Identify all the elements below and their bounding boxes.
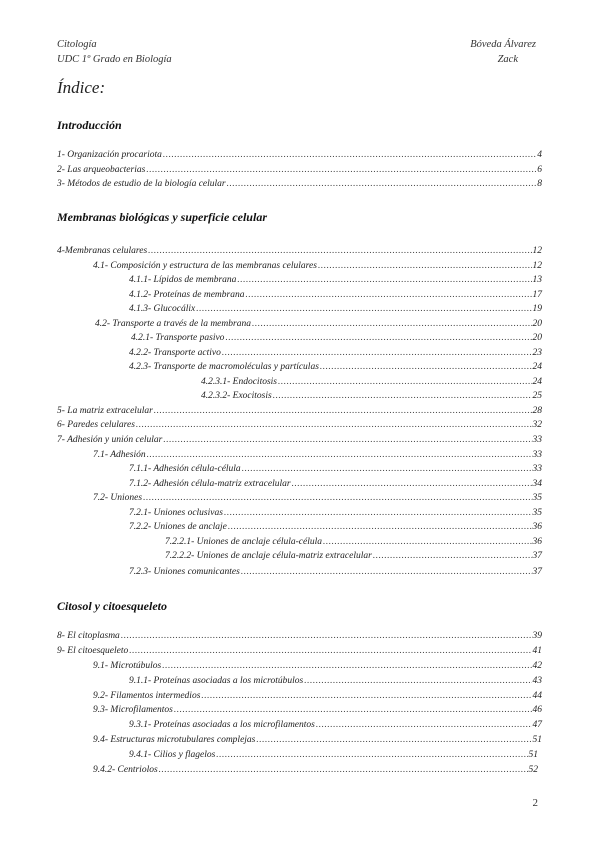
toc-entry-text: 7.2.2- Uniones de anclaje [129,522,227,532]
toc-dot-leader [241,566,532,579]
toc-entry[interactable] [57,645,542,658]
toc-dot-leader [143,492,531,505]
toc-entry-page: 44 [532,691,542,701]
toc-dot-leader [256,734,531,747]
toc-dot-leader [373,550,532,563]
toc-entry-page: 4 [537,150,542,160]
toc-entry[interactable] [129,361,542,374]
toc-entry-text: 4.1.2- Proteínas de membrana [129,290,245,300]
toc-entry-text: 4.2.3.1- Endocitosis [201,377,277,387]
header-author-name: Zack [497,54,518,65]
toc-entry-text: 7.1.2- Adhesión célula-matriz extracelular [129,479,291,489]
toc-entry-text: 9.4.1- Cilios y flagelos [129,750,216,760]
toc-dot-leader [129,645,531,658]
toc-entry-page: 25 [532,391,542,401]
toc-entry[interactable] [165,550,542,563]
toc-dot-leader [292,478,532,491]
toc-entry-page: 47 [532,720,542,730]
toc-dot-leader [320,361,532,374]
toc-entry-page: 39 [532,631,542,641]
toc-dot-leader [242,463,532,476]
toc-entry[interactable] [165,536,542,549]
toc-dot-leader [323,536,532,549]
toc-entry[interactable] [57,164,542,177]
toc-entry[interactable] [95,318,542,331]
toc-entry-text: 2- Las arqueobacterias [57,165,146,175]
toc-entry-text: 7.1.1- Adhesión célula-célula [129,464,241,474]
toc-entry-page: 12 [532,261,542,271]
toc-entry-text: 7.2.3- Uniones comunicantes [129,567,240,577]
toc-dot-leader [318,260,532,273]
section-heading-membranes: Membranas biológicas y superficie celular [57,210,267,224]
toc-entry-text: 7.2.1- Uniones oclusivas [129,508,223,518]
toc-dot-leader [224,507,532,520]
toc-entry-page: 13 [532,275,542,285]
toc-entry[interactable] [129,521,542,534]
toc-entry-page: 37 [532,551,542,561]
index-title: Índice: [57,78,106,97]
toc-dot-leader [162,660,531,673]
toc-entry-page: 20 [532,333,542,343]
toc-entry[interactable] [57,405,542,418]
toc-entry[interactable] [201,390,542,403]
toc-entry-text: 1- Organización procariota [57,150,162,160]
toc-entry-page: 23 [532,348,542,358]
toc-entry-page: 35 [532,493,542,503]
toc-entry-text: 8- El citoplasma [57,631,120,641]
toc-dot-leader [245,289,531,302]
toc-entry-page: 36 [532,522,542,532]
toc-entry[interactable] [129,303,542,316]
toc-entry-text: 4.1.1- Lípidos de membrana [129,275,237,285]
header-course: UDC 1º Grado en Biología [57,54,172,65]
toc-dot-leader [222,347,532,360]
toc-entry[interactable] [129,274,542,287]
toc-entry-page: 20 [532,319,542,329]
toc-entry-text: 4.2.3.2- Exocitosis [201,391,272,401]
toc-entry[interactable] [93,704,542,717]
toc-entry-page: 32 [532,420,542,430]
toc-entry[interactable] [93,734,542,747]
toc-entry[interactable] [129,463,542,476]
toc-entry[interactable] [93,492,542,505]
toc-entry[interactable] [57,630,542,643]
toc-entry-text: 4.2.3- Transporte de macromoléculas y partículas [129,362,319,372]
toc-entry[interactable] [57,149,542,162]
toc-dot-leader [237,274,531,287]
toc-entry[interactable] [93,449,542,462]
toc-entry-text: 4.1- Composición y estructura de las membranas celulares [93,261,317,271]
toc-dot-leader [316,719,532,732]
toc-entry[interactable] [129,478,542,491]
toc-entry-page: 33 [532,450,542,460]
toc-dot-leader [225,332,531,345]
toc-dot-leader [273,390,532,403]
toc-entry[interactable] [93,260,542,273]
toc-dot-leader [196,303,531,316]
header-subject: Citología [57,39,97,50]
toc-dot-leader [163,149,536,162]
toc-entry-text: 7.1- Adhesión [93,450,146,460]
toc-dot-leader [304,675,531,688]
toc-entry-page: 42 [532,661,542,671]
toc-dot-leader [216,749,527,762]
toc-entry-text: 6- Paredes celulares [57,420,135,430]
toc-entry-text: 3- Métodos de estudio de la biología celular [57,179,226,189]
toc-entry-text: 5- La matriz extracelular [57,406,153,416]
toc-entry-page: 51 [532,735,542,745]
toc-dot-leader [252,318,532,331]
toc-entry[interactable] [201,376,542,389]
toc-dot-leader [228,521,532,534]
toc-entry-page: 24 [532,377,542,387]
toc-entry[interactable] [129,507,542,520]
toc-entry[interactable] [57,419,542,432]
header-author-lastname: Bóveda Álvarez [470,39,536,50]
toc-entry-text: 7- Adhesión y unión celular [57,435,163,445]
toc-entry-text: 4-Membranas celulares [57,246,148,256]
toc-entry-page: 6 [537,165,542,175]
toc-entry-text: 4.2.2- Transporte activo [129,348,221,358]
toc-entry-page: 46 [532,705,542,715]
toc-dot-leader [146,164,536,177]
toc-dot-leader [136,419,532,432]
toc-dot-leader [163,434,531,447]
toc-entry-page: 8 [537,179,542,189]
toc-dot-leader [148,245,531,258]
toc-dot-leader [159,764,528,777]
toc-entry[interactable] [57,434,542,447]
toc-entry-text: 4.1.3- Glucocálix [129,304,196,314]
toc-entry-page: 51 [528,750,538,760]
toc-entry-page: 33 [532,464,542,474]
toc-entry[interactable] [129,675,542,688]
toc-entry[interactable] [93,690,542,703]
toc-entry[interactable] [57,178,542,191]
toc-dot-leader [154,405,532,418]
toc-entry-text: 9.1.1- Proteínas asociadas a los microtúbulos [129,676,304,686]
toc-entry[interactable] [129,566,542,579]
section-heading-intro: Introducción [57,118,122,132]
toc-entry-text: 9- El citoesqueleto [57,646,129,656]
toc-entry[interactable] [129,289,542,302]
toc-entry-page: 37 [532,567,542,577]
toc-entry-text: 9.4- Estructuras microtubulares complejas [93,735,256,745]
page-number: 2 [532,797,538,809]
toc-entry-text: 4.2.1- Transporte pasivo [131,333,225,343]
toc-entry[interactable] [131,332,542,345]
toc-entry-text: 9.3- Microfilamentos [93,705,173,715]
toc-dot-leader [201,690,531,703]
toc-entry-text: 9.2- Filamentos intermedios [93,691,201,701]
toc-entry-text: 4.2- Transporte a través de la membrana [95,319,251,329]
toc-entry[interactable] [93,764,538,777]
toc-entry-text: 9.4.2- Centriolos [93,765,158,775]
toc-entry-page: 34 [532,479,542,489]
toc-entry-page: 28 [532,406,542,416]
toc-entry-page: 33 [532,435,542,445]
toc-entry-page: 52 [528,765,538,775]
toc-entry-text: 7.2.2.1- Uniones de anclaje célula-célula [165,537,322,547]
toc-entry-text: 9.3.1- Proteínas asociadas a los microfilamentos [129,720,315,730]
toc-entry-page: 19 [532,304,542,314]
toc-entry-text: 7.2.2.2- Uniones de anclaje célula-matriz extracelular [165,551,372,561]
toc-entry[interactable] [93,660,542,673]
toc-entry-page: 24 [532,362,542,372]
toc-dot-leader [227,178,537,191]
toc-dot-leader [278,376,532,389]
toc-entry-page: 41 [532,646,542,656]
toc-entry[interactable] [129,719,542,732]
toc-entry[interactable] [129,749,538,762]
section-heading-cytosol: Citosol y citoesqueleto [57,599,167,613]
toc-entry-page: 43 [532,676,542,686]
toc-entry-page: 17 [532,290,542,300]
toc-entry-text: 7.2- Uniones [93,493,143,503]
toc-dot-leader [174,704,532,717]
toc-entry-page: 35 [532,508,542,518]
toc-entry-page: 12 [532,246,542,256]
toc-entry-page: 36 [532,537,542,547]
toc-dot-leader [147,449,532,462]
toc-entry[interactable] [129,347,542,360]
toc-entry[interactable] [57,245,542,258]
toc-dot-leader [121,630,532,643]
toc-entry-text: 9.1- Microtúbulos [93,661,162,671]
